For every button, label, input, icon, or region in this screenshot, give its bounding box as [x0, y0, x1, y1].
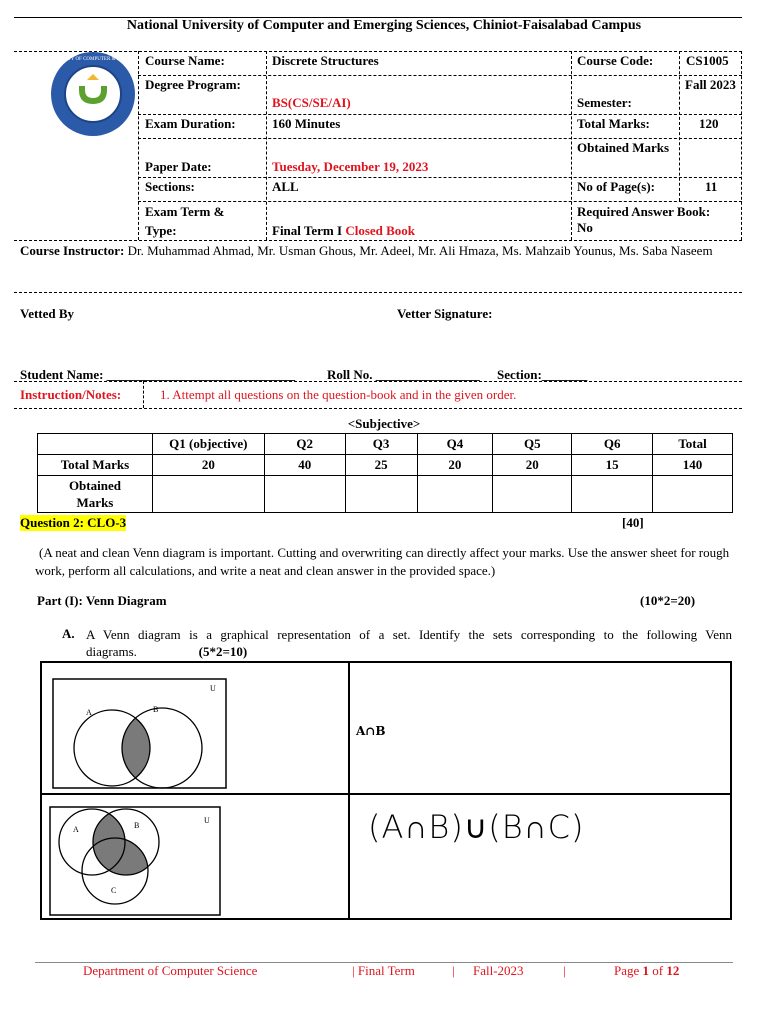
duration-value: 160 Minutes [272, 116, 341, 131]
info-col-line [571, 51, 572, 240]
instruction-col-line [143, 381, 144, 408]
table-cell: 140 [653, 455, 733, 476]
course-code-value: CS1005 [686, 53, 729, 68]
total-marks-label: Total Marks: [577, 116, 650, 131]
a-label-1: A [86, 708, 92, 717]
obtained-cell[interactable] [653, 476, 733, 513]
instructor-names: Dr. Muhammad Ahmad, Mr. Usman Ghous, Mr. Adeel, Mr. Ali Hmaza, Ms. Mahzaib Younus, Ms. Saba Naseem [124, 243, 713, 258]
exam-term-text: Final Term I [272, 223, 346, 238]
table-cell: 15 [572, 455, 653, 476]
footer-term: | Final Term [352, 963, 415, 978]
question-note: (A neat and clean Venn diagram is important. Cutting and overwriting can directly affect your marks. Use the answer sheet for rough work, perform all calculations, and write a neat and clean answer in the provided space.) [35, 545, 730, 578]
divider [14, 408, 742, 409]
obtained-cell[interactable] [264, 476, 345, 513]
exam-type-label: Type: [145, 223, 177, 238]
info-row-line [138, 138, 742, 139]
degree-label: Degree Program: [145, 77, 241, 92]
info-row-line [138, 75, 742, 76]
degree-value: BS(CS/SE/AI) [272, 95, 351, 110]
part-marks: (10*2=20) [640, 593, 696, 608]
venn-diagram-1 [52, 678, 227, 789]
paper-date-value: Tuesday, December 19, 2023 [272, 159, 429, 174]
item-label: A. [62, 626, 75, 641]
sections-label: Sections: [145, 179, 195, 194]
table-header-row [38, 434, 733, 455]
obtained-cell[interactable] [417, 476, 493, 513]
info-row-line [14, 51, 742, 52]
answer-book-value: No [577, 220, 593, 235]
university-logo [18, 50, 168, 138]
total-marks-value: 120 [699, 116, 719, 131]
page-of: of [649, 963, 667, 978]
obtained-cell[interactable] [152, 476, 264, 513]
header-cell: Q2 [264, 434, 345, 455]
page-prefix: Page [614, 963, 643, 978]
closed-book-text: Closed Book [345, 223, 416, 238]
course-instructor [20, 242, 742, 259]
obtained-cell[interactable] [572, 476, 653, 513]
pages-label: No of Page(s): [577, 179, 655, 194]
exam-term-value [272, 223, 415, 239]
university-title: National University of Computer and Emerging Sciences, Chiniot-Faisalabad Campus [126, 18, 642, 33]
part-title: Part (I): Venn Diagram [37, 593, 167, 608]
page-number: 1 [642, 963, 650, 978]
info-col-line [266, 51, 267, 240]
section-field[interactable]: Section:_______ [497, 367, 588, 382]
instructor-label: Course Instructor: [20, 243, 125, 258]
duration-label: Exam Duration: [145, 116, 236, 131]
roll-no-field[interactable]: Roll No. ________________ [327, 367, 480, 382]
answer-book-label: Required Answer Book: [577, 204, 711, 219]
footer-dept: Department of Computer Science [83, 963, 258, 978]
divider [14, 292, 742, 293]
table-cell: 20 [152, 455, 264, 476]
logo-lettering: NATIONAL UNIVERSITY OF COMPUTER & EMERGING SCIENCES [18, 57, 168, 62]
table-row [38, 455, 733, 476]
answer-1: A∩B [356, 724, 386, 738]
header-cell: Q3 [345, 434, 417, 455]
info-col-line [741, 51, 742, 240]
semester-value: Fall 2023 [685, 77, 736, 92]
page-total: 12 [666, 963, 680, 978]
a-label-2: A [73, 825, 79, 834]
info-row-line [138, 177, 742, 178]
info-col-line [679, 51, 680, 201]
footer-sep: | [452, 963, 455, 978]
instruction-label: Instruction/Notes: [20, 387, 122, 402]
paper-date-label: Paper Date: [145, 159, 212, 174]
course-name-value: Discrete Structures [272, 53, 379, 68]
table-cell: 20 [493, 455, 572, 476]
footer-year: Fall-2023 [473, 963, 524, 978]
b-label-2: B [134, 821, 140, 830]
u-label-1: U [210, 684, 216, 693]
sections-value: ALL [272, 179, 299, 194]
venn-col-line [348, 661, 350, 920]
student-name-field[interactable]: Student Name: _____________________________ [20, 367, 296, 382]
course-code-label: Course Code: [577, 53, 654, 68]
u-label-2: U [204, 816, 210, 825]
course-name-label: Course Name: [145, 53, 225, 68]
row-label: Obtained Marks [38, 476, 153, 513]
answer-2-handwritten: (A∩B)∪(B∩C) [368, 808, 585, 846]
question-title: Question 2: CLO-3 [20, 515, 127, 530]
obtained-cell[interactable] [345, 476, 417, 513]
header-cell: Q1 (objective) [152, 434, 264, 455]
obtained-cell[interactable] [493, 476, 572, 513]
question-marks: [40] [622, 515, 644, 530]
info-row-line [14, 240, 742, 241]
vetter-signature-label: Vetter Signature: [397, 306, 493, 321]
venn-row-line [40, 793, 732, 795]
b-label-1: B [153, 705, 159, 714]
c-label-2: C [111, 886, 117, 895]
divider [14, 381, 742, 382]
vetted-by-label: Vetted By [20, 306, 75, 321]
table-cell: 40 [264, 455, 345, 476]
header-cell: Q5 [493, 434, 572, 455]
footer-page [614, 963, 679, 979]
header-cell: Total [653, 434, 733, 455]
info-row-line [138, 201, 742, 202]
venn-diagram-2 [49, 806, 221, 916]
table-row [38, 476, 733, 513]
info-col-line [138, 51, 139, 240]
item-text-body: A Venn diagram is a graphical representation of a set. Identify the sets corresponding to the following Venn diagrams. [86, 627, 732, 659]
exam-term-label: Exam Term & [145, 204, 225, 219]
pages-value: 11 [705, 179, 718, 194]
obtained-marks-label: Obtained Marks [577, 140, 670, 155]
row-label: Total Marks [38, 455, 153, 476]
item-text [86, 626, 732, 660]
instruction-text: 1. Attempt all questions on the question-book and in the given order. [160, 387, 517, 402]
semester-label: Semester: [577, 95, 632, 110]
table-cell: 25 [345, 455, 417, 476]
header-cell: Q6 [572, 434, 653, 455]
subjective-caption: <Subjective> [347, 416, 421, 431]
item-marks: (5*2=10) [198, 644, 248, 659]
info-row-line [138, 114, 742, 115]
footer-sep: | [563, 963, 566, 978]
table-cell: 20 [417, 455, 493, 476]
header-cell [38, 434, 153, 455]
marks-table [37, 433, 733, 513]
header-cell: Q4 [417, 434, 493, 455]
